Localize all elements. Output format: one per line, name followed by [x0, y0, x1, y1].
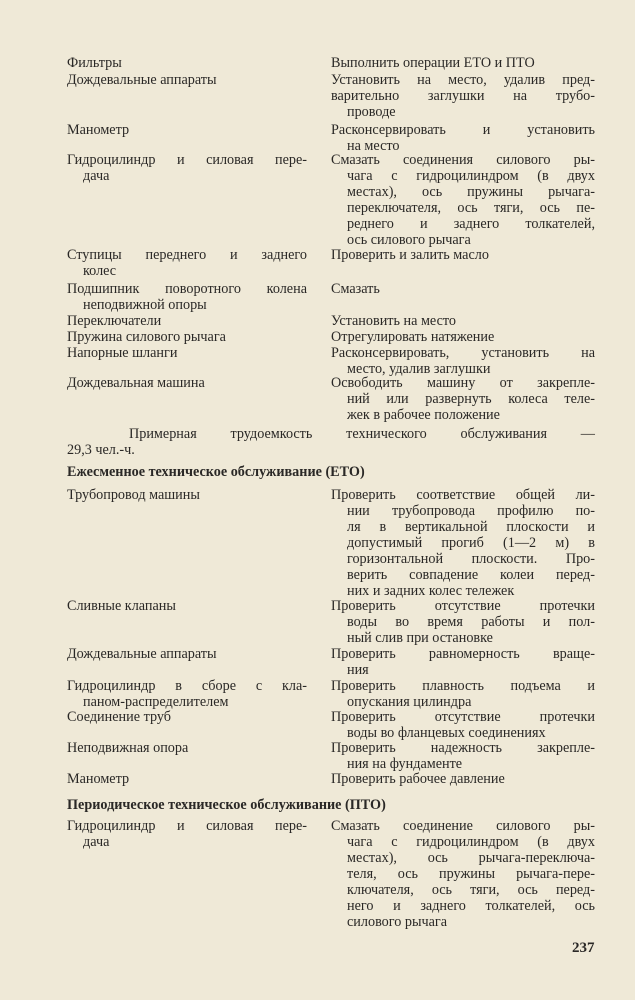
section-heading-eto: Ежесменное техническое обслуживание (ЕТО): [67, 464, 365, 480]
item-name: Неподвижная опора: [67, 740, 189, 756]
item-name: Напорные шланги: [67, 345, 178, 361]
item-action: Отрегулировать натяжение: [331, 329, 495, 345]
item-name: Ступицы переднего и заднего колес: [67, 247, 307, 279]
item-name: Переключатели: [67, 313, 162, 329]
item-action: Выполнить операции ЕТО и ПТО: [331, 55, 535, 71]
item-name: Гидроцилиндр в сборе с кла- паном-распределителем: [67, 678, 307, 710]
item-name: Гидроцилиндр и силовая пере- дача: [67, 152, 307, 184]
item-name: Сливные клапаны: [67, 598, 176, 614]
item-name: Трубопровод машины: [67, 487, 200, 503]
item-action: Установить на место, удалив пред- варительно заглушки на трубо- проводе: [331, 72, 595, 120]
item-action: Проверить соответствие общей ли- нии трубопровода профилю по- ля в вертикальной плоскости и допустимый прогиб (1—2 м) в горизонтальной плоскости. Про- верить совпадение колеи перед- них и задних колес тележек: [331, 487, 595, 599]
item-name: Манометр: [67, 771, 130, 787]
item-action: Расконсервировать, установить на место, удалив заглушки: [331, 345, 595, 377]
page-number: 237: [572, 940, 595, 956]
item-name: Пружина силового рычага: [67, 329, 226, 345]
item-action: Проверить и залить масло: [331, 247, 489, 263]
section-heading-pto: Периодическое техническое обслуживание (ПТО): [67, 797, 386, 813]
item-action: Освободить машину от закрепле- ний или развернуть колеса теле- жек в рабочее положение: [331, 375, 595, 423]
item-name: Манометр: [67, 122, 130, 138]
item-name: Соединение труб: [67, 709, 171, 725]
item-action: Смазать соединения силового ры- чага с гидроцилиндром (в двух местах), ось пружины рычага- переключателя, ось тяги, ось пе- реднего и заднего толкателей, ось силового рычага: [331, 152, 595, 248]
item-action: Проверить отсутствие протечки воды во время работы и пол- ный слив при остановке: [331, 598, 595, 646]
item-action: Смазать: [331, 281, 380, 297]
item-name: Дождевальные аппараты: [67, 72, 217, 88]
item-name: Дождевальная машина: [67, 375, 205, 391]
item-action: Проверить рабочее давление: [331, 771, 505, 787]
item-action: Расконсервировать и установить на место: [331, 122, 595, 154]
item-action: Установить на место: [331, 313, 456, 329]
item-action: Проверить плавность подъема и опускания цилиндра: [331, 678, 595, 710]
item-name: Дождевальные аппараты: [67, 646, 217, 662]
item-action: Проверить надежность закрепле- ния на фундаменте: [331, 740, 595, 772]
item-action: Проверить равномерность враще- ния: [331, 646, 595, 678]
item-action: Проверить отсутствие протечки воды во фланцевых соединениях: [331, 709, 595, 741]
item-name: Фильтры: [67, 55, 122, 71]
item-action: Смазать соединение силового ры- чага с гидроцилиндром (в двух местах), ось рычага-переключа- теля, ось пружины рычага-пере- ключателя, ось тяги, ось перед- него и заднего толкателей, ось силового рычага: [331, 818, 595, 930]
item-name: Гидроцилиндр и силовая пере- дача: [67, 818, 307, 850]
labor-paragraph: Примерная трудоемкость технического обслуживания — 29,3 чел.-ч.: [67, 426, 595, 458]
item-name: Подшипник поворотного колена неподвижной опоры: [67, 281, 307, 313]
